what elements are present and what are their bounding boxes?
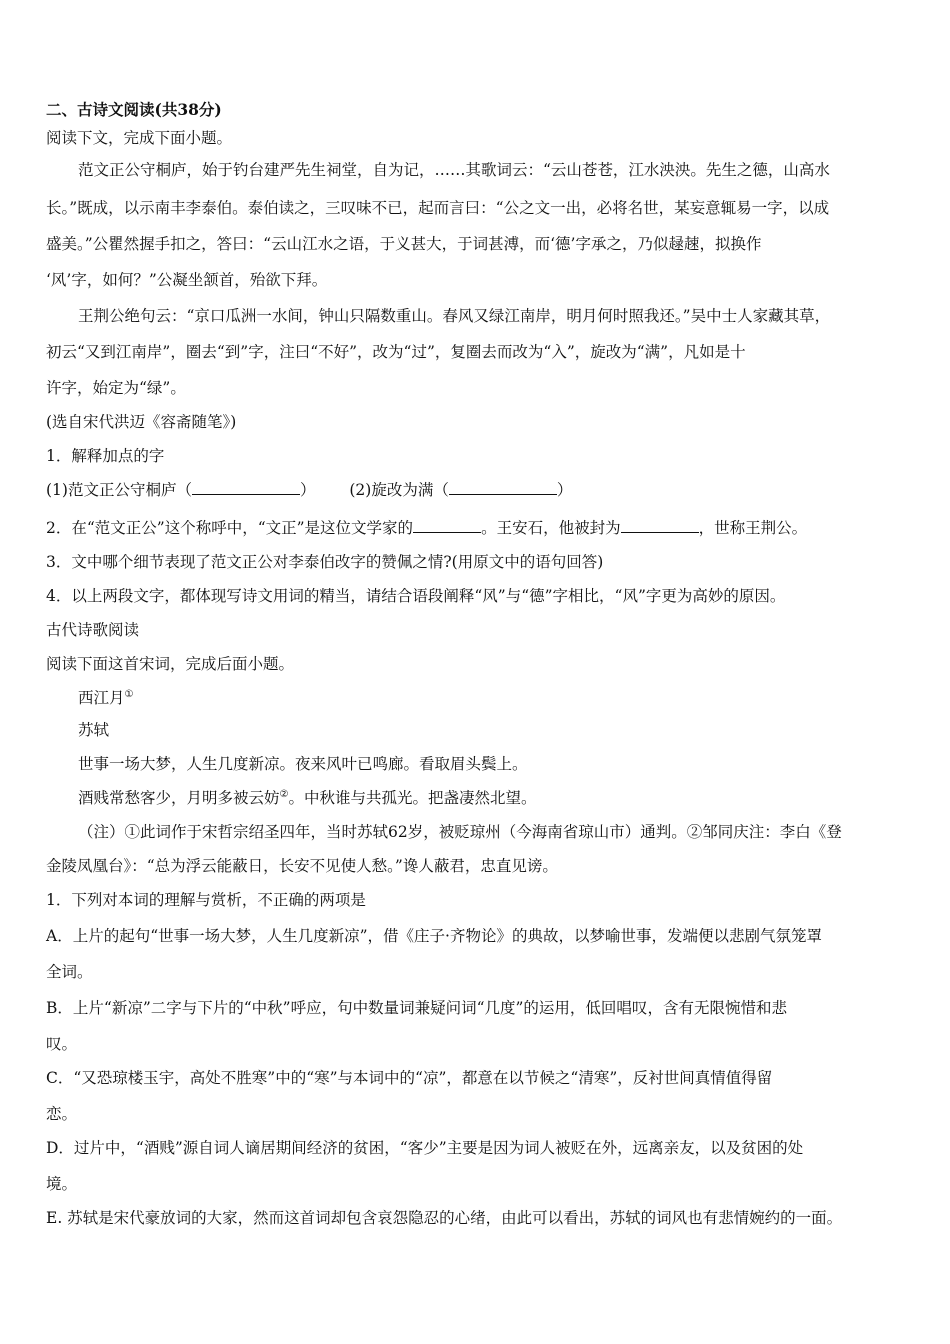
- answer-blank[interactable]: [449, 480, 557, 495]
- question-1b-close: ）: [556, 481, 573, 499]
- poem-line-text: 酒贱常愁客少，月明多被云妨: [78, 789, 280, 807]
- passage2-line: 王荆公绝句云：“京口瓜洲一水间，钟山只隔数重山。春风又绿江南岸，明月何时照我还。”吴中士人家藏其草，: [78, 307, 831, 325]
- answer-blank[interactable]: [413, 518, 481, 533]
- section-title: 二、古诗文阅读(共38分): [46, 100, 222, 119]
- question-1-title: 1．解释加点的字: [46, 447, 165, 465]
- passage2-line: 初云“又到江南岸”，圈去“到”字，注曰“不好”，改为“过”，复圈去而改为“入”，旋改为“满”，凡如是十: [46, 343, 746, 361]
- poem-title: [78, 688, 133, 708]
- answer-blank[interactable]: [192, 480, 300, 495]
- poem-title-text: 西江月: [78, 689, 125, 707]
- poem-author: 苏轼: [78, 721, 110, 739]
- footnote-marker: ①: [124, 688, 134, 700]
- note-line: （注）①此词作于宋哲宗绍圣四年，当时苏轼62岁，被贬琼州（今海南省琼山市）通判。②邹同庆注：李白《登: [78, 823, 842, 841]
- question-2-text-a: 2．在“范文正公”这个称呼中，“文正”是这位文学家的: [46, 519, 414, 537]
- option-e: E. 苏轼是宋代豪放词的大家，然而这首词却包含哀怨隐忍的心绪，由此可以看出，苏轼的词风也有悲情婉约的一面。: [46, 1209, 843, 1227]
- poem-line: [78, 788, 537, 808]
- option-d: D．过片中，“酒贱”源自词人谪居期间经济的贫困，“客少”主要是因为词人被贬在外，远离亲友，以及贫困的处: [46, 1139, 804, 1157]
- section2-title: 古代诗歌阅读: [46, 621, 140, 639]
- source-citation: (选自宋代洪迈《容斋随笔》): [46, 413, 237, 431]
- option-b: B．上片“新凉”二字与下片的“中秋”呼应，句中数量词兼疑问词“几度”的运用，低回唱叹，含有无限惋惜和悲: [46, 999, 787, 1017]
- question-2-text-c: ，世称王荆公。: [698, 519, 808, 537]
- passage1-line: 范文正公守桐庐，始于钓台建严先生祠堂，自为记，……其歌词云：“云山苍苍，江水泱泱。先生之德，山高水: [78, 161, 830, 179]
- question-1-items: [46, 480, 572, 500]
- question-2: [46, 518, 807, 538]
- poem-line-text: 。中秋谁与共孤光。把盏凄然北望。: [288, 789, 537, 807]
- question-3: 3．文中哪个细节表现了范文正公对李泰伯改字的赞佩之情?(用原文中的语句回答): [46, 553, 604, 571]
- question-4: 4．以上两段文字，都体现写诗文用词的精当，请结合语段阐释“风”与“德”字相比，“风”字更为高妙的原因。: [46, 587, 786, 605]
- passage1-line: ‘风’字，如何？”公凝坐颔首，殆欲下拜。: [46, 271, 328, 289]
- option-a-cont: 全词。: [46, 963, 93, 981]
- answer-blank[interactable]: [621, 518, 699, 533]
- option-d-cont: 境。: [46, 1175, 78, 1193]
- footnote-marker: ②: [279, 788, 289, 800]
- intro2-text: 阅读下面这首宋词，完成后面小题。: [46, 655, 295, 673]
- intro-text: 阅读下文，完成下面小题。: [46, 129, 233, 147]
- passage2-line: 许字，始定为“绿”。: [46, 379, 186, 397]
- option-c: C．“又恐琼楼玉宇，高处不胜寒”中的“寒”与本词中的“凉”，都意在以节候之“清寒”，反衬世间真情值得留: [46, 1069, 773, 1087]
- option-a: A．上片的起句“世事一场大梦，人生几度新凉”，借《庄子·齐物论》的典故，以梦喻世事，发端便以悲剧气氛笼罩: [46, 927, 822, 945]
- option-b-cont: 叹。: [46, 1035, 78, 1053]
- note-line: 金陵凤凰台》：“总为浮云能蔽日，长安不见使人愁。”谗人蔽君，忠直见谤。: [46, 857, 558, 875]
- question-2-text-b: 。王安石，他被封为: [481, 519, 621, 537]
- poem-line: 世事一场大梦，人生几度新凉。夜来风叶已鸣廊。看取眉头鬓上。: [78, 755, 528, 773]
- question-1a-close: ）: [299, 481, 316, 499]
- question-1b-text: (2)旋改为满（: [349, 481, 449, 499]
- mc-question: 1．下列对本词的理解与赏析，不正确的两项是: [46, 891, 366, 909]
- passage1-line: 盛美。”公瞿然握手扣之，答曰：“云山江水之语，于义甚大，于词甚溥，而‘德’字承之，乃似趢趚，拟换作: [46, 235, 762, 253]
- passage1-line: 长。”既成，以示南丰李泰伯。泰伯读之，三叹味不已，起而言曰：“公之文一出，必将名世，某妄意辄易一字，以成: [46, 199, 830, 217]
- question-1a-text: (1)范文正公守桐庐（: [46, 481, 192, 499]
- option-c-cont: 恋。: [46, 1105, 78, 1123]
